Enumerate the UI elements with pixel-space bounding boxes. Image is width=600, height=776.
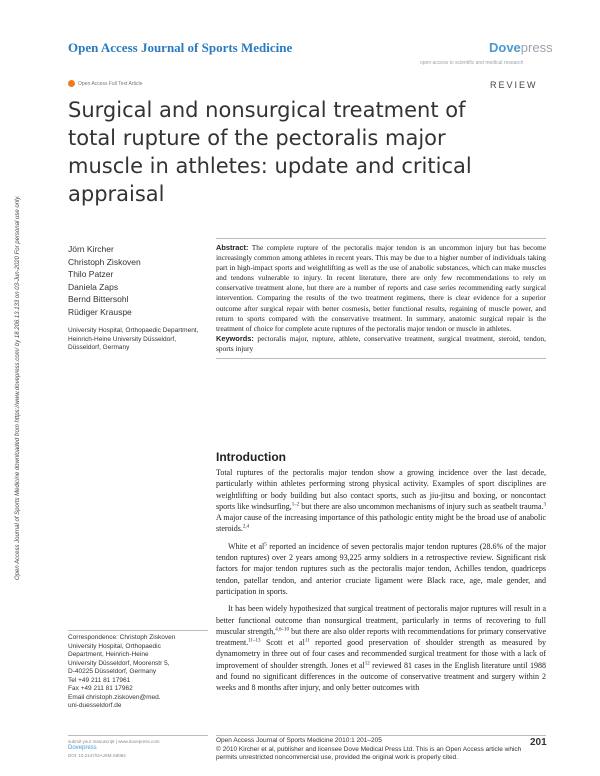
footer-citation: [216, 737, 526, 763]
text-run: reviewed 81 cases in the English literature until 1988 and found no significant differences in the outcome of conservative treatment and surgery within 2 weeks and 8 months after injury, and only better outcomes with: [216, 660, 547, 693]
footer-divider: [216, 735, 546, 736]
author-name: Christoph Ziskoven: [68, 256, 141, 267]
download-side-note-text: Open Access Journal of Sports Medicine downloaded from https://www.dovepress.com/ by 18.206.13.133 on 03-Jun-2020 For personal use only.: [15, 195, 21, 580]
keywords-text: pectoralis major, rupture, athlete, conservative treatment, surgical treatment, steroid, tendon, sports injury: [216, 333, 546, 353]
journal-citation: Open Access Journal of Sports Medicine 2010:1 201–205: [216, 737, 382, 744]
text-run: A major cause of the increasing importance of this pathologic entity might be the broad use of anabolic steroids.: [216, 513, 546, 534]
intro-paragraph-2: [216, 541, 546, 597]
author-name: Bernd Bittersohl: [68, 294, 129, 304]
keywords-paragraph: [216, 334, 546, 354]
correspondence-email[interactable]: uni-duesseldorf.de: [68, 702, 122, 709]
correspondence-line: University Hospital, Orthopaedic: [68, 642, 161, 650]
publisher-tagline: open access to scientific and medical research: [420, 60, 524, 66]
text-run: reported good preservation of shoulder strength as measured by dynamometry in three out of four cases and recommended surgical treatment for those with a lack of improvement of shoulder strength. Jones et al: [216, 638, 546, 670]
introduction-heading: Introduction: [216, 450, 286, 464]
abstract-paragraph: [216, 243, 546, 334]
correspondence-line: Tel +49 211 81 17961: [68, 676, 131, 684]
citation: 12: [364, 661, 370, 667]
doi[interactable]: DOI: 10.2147/OAJSM.S9084: [68, 753, 126, 758]
text-run: but there are also uncommon mechanisms of injury such as seatbelt trauma.: [299, 501, 544, 511]
correspondence-line: Department, Heinrich-Heine: [68, 651, 149, 658]
article-title: Surgical and nonsurgical treatment of total rupture of the pectoralis major muscle in athletes: update and critical appraisal: [68, 98, 472, 206]
correspondence-line: Correspondence: Christoph Ziskoven: [68, 634, 176, 641]
text-run: Scott et al: [260, 638, 305, 648]
footer-publisher-logo: Dovepress: [68, 745, 97, 751]
submit-manuscript-link[interactable]: submit your manuscript | www.dovepress.com: [68, 739, 160, 744]
citation: 11: [304, 638, 310, 644]
author-name: Daniela Zaps: [68, 281, 119, 292]
download-side-note: [14, 140, 44, 580]
citation: 1–2: [291, 502, 300, 508]
open-access-label: Open Access Full Text Article: [78, 80, 143, 87]
open-access-icon: [68, 80, 75, 87]
citation: 11–13: [248, 638, 261, 644]
intro-paragraph-3: [216, 603, 546, 693]
correspondence-email[interactable]: Email christoph.ziskoven@med.: [68, 693, 161, 701]
footer-left: [68, 738, 198, 759]
publisher-logo: [489, 40, 553, 55]
correspondence-line: Fax +49 211 81 17962: [68, 685, 133, 692]
citation: 2,4: [242, 524, 250, 530]
text-run: Total ruptures of the pectoralis major tendon show a growing incidence over the last decade, particularly within athletes performing strong physical activity. Examples of sport disciplines are weightlifting or body building but also contact sports, such as jiu-jitsu and boxing, or noncontact sports like windsurfing,: [216, 468, 546, 511]
copyright-notice: © 2010 Kircher et al, publisher and licensee Dove Medical Press Ltd. This is an Open Access article which permits unrestricted noncommercial use, provided the original work is properly cited.: [216, 745, 522, 761]
abstract-label: Abstract:: [216, 243, 249, 252]
open-access-badge: [68, 80, 142, 87]
text-run: It has been widely hypothesized that surgical treatment of pectoralis major ruptures will result in a better functional outcome than nonsurgical treatment, particularly in terms of recovering to full muscular strength,: [216, 604, 546, 636]
abstract-text: The complete rupture of the pectoralis major tendon is an uncommon injury but has become increasingly common among athletes in recent years. This may be due to a higher number of individuals taking part in high-impact sports and weightlifting as well as the use of anabolic substances, which can make muscles and tendons vulnerable to injury. In recent literature, there are only few recommendations to rely on conservative treatment alone, but there are a number of reports and case series recommending early surgical intervention. Comparing the results of the two treatment regimens, there is clear evidence for a superior outcome after surgical repair with better cosmesis, better functional results, regaining of muscle power, and return to sports compared with the conservative treatment. In summary, anatomic surgical repair is the treatment of choice for complete acute ruptures of the pectoralis major tendon or muscle in athletes.: [216, 243, 546, 333]
text-run: reported an incidence of seven pectoralis major tendon ruptures (28.6% of the major tendon ruptures) over 2 years among 93,225 army soldiers in a retrospective review. Significant risk factors for major tendon ruptures such as the pectoralis major tendon, Achilles tendon, quadriceps tendon, patellar tendon, and anterior cruciate ligament were Black race, age, male gender, and participation in sports.: [216, 541, 547, 596]
page-number: 201: [530, 737, 547, 748]
citation: 3: [543, 502, 547, 508]
introduction-body: [216, 467, 546, 700]
publisher-logo-press: press: [520, 40, 553, 55]
abstract-box: [216, 238, 546, 359]
author-name: Thilo Patzer: [68, 269, 114, 279]
citation: 4,6–10: [275, 627, 289, 633]
intro-paragraph-1: [216, 467, 546, 535]
author-name: Jörn Kircher: [68, 244, 114, 254]
text-run: White et al: [228, 541, 265, 551]
citation: 5: [264, 542, 267, 548]
author-list: [68, 243, 141, 318]
journal-title: Open Access Journal of Sports Medicine: [68, 40, 293, 55]
text-run: but there are also older reports with recommendations for primary conservative treatment.: [216, 626, 546, 648]
footer-divider: [68, 735, 208, 736]
article-type: REVIEW: [490, 80, 538, 90]
author-name: Rüdiger Krauspe: [68, 306, 132, 317]
correspondence-line: University Düsseldorf, Moorenstr 5,: [68, 659, 170, 667]
publisher-logo-dove: Dove: [489, 40, 521, 55]
correspondence-line: D-40225 Düsseldorf, Germany: [68, 668, 157, 675]
keywords-label: Keywords:: [216, 333, 254, 343]
correspondence-block: [68, 630, 208, 711]
affiliation: University Hospital, Orthopaedic Department, Heinrich-Heine University Düsseldorf, Düsseldorf, Germany: [68, 327, 199, 351]
